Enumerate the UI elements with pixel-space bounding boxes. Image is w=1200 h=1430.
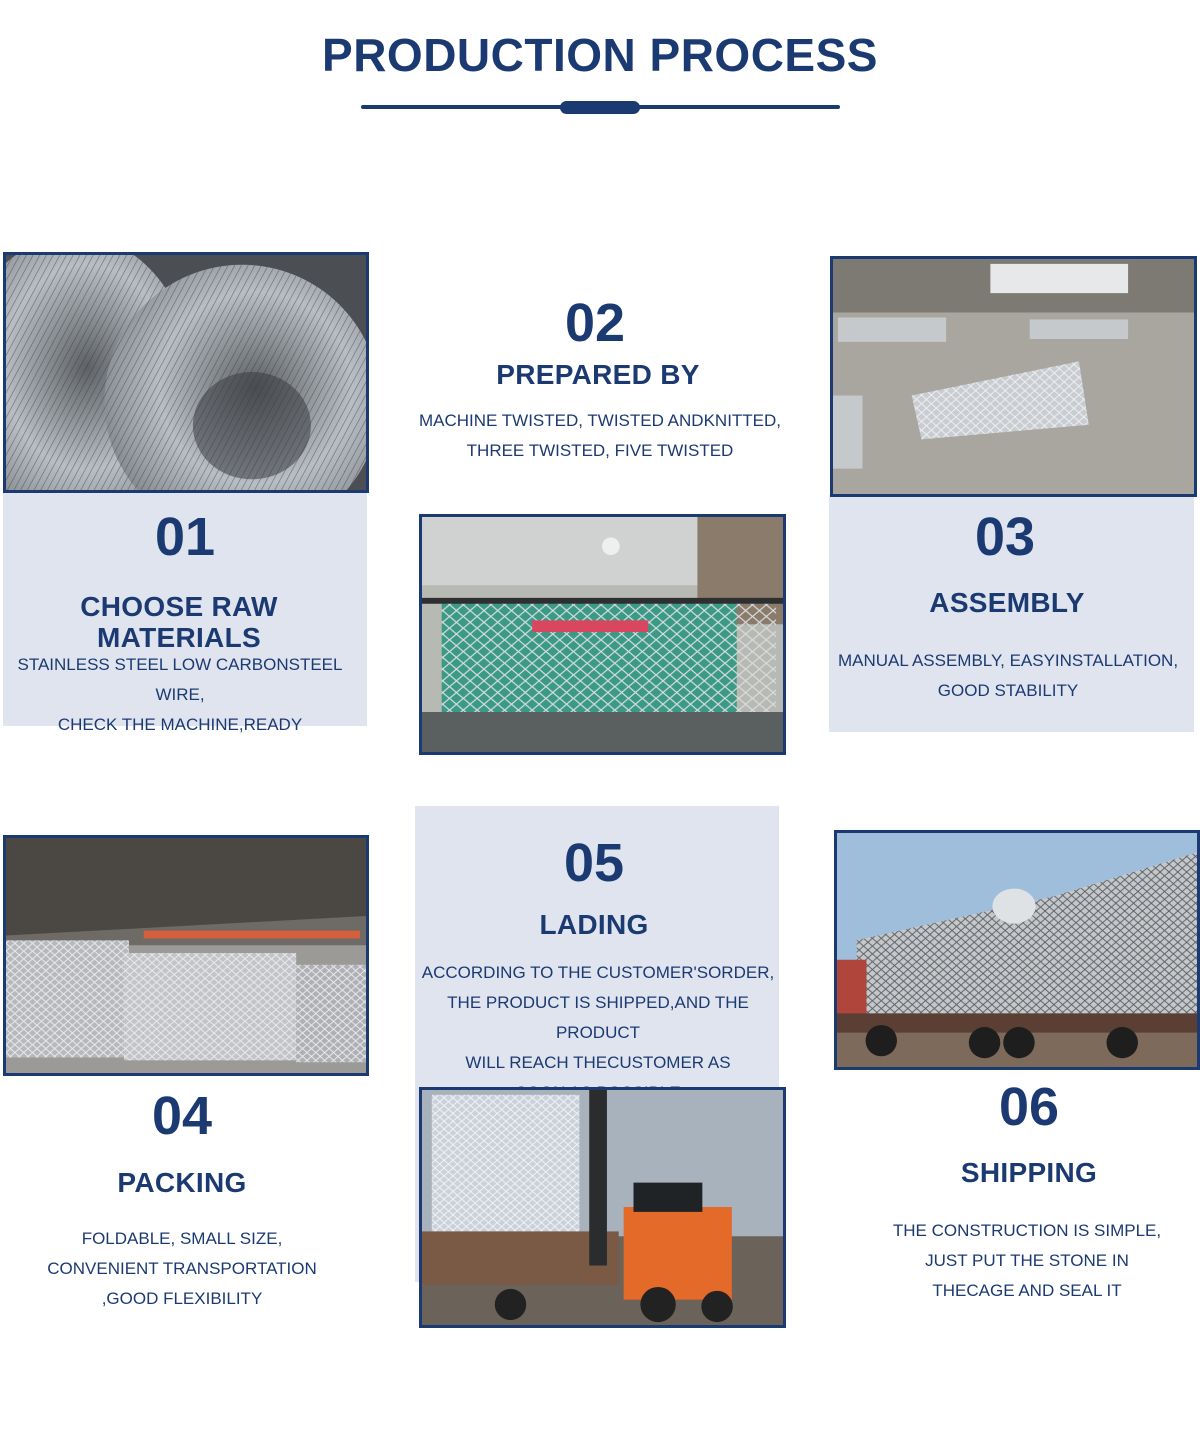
title-divider-pill [560, 101, 640, 114]
step-01-number: 01 [154, 507, 216, 567]
step-05-heading: LADING [539, 909, 649, 940]
warehouse-bales-photo [3, 835, 369, 1076]
step-06-line-3: THECAGE AND SEAL IT [932, 1281, 1122, 1300]
step-02-line-1: MACHINE TWISTED, TWISTED ANDKNITTED, [418, 411, 782, 430]
step-01-line-2: CHECK THE MACHINE,READY [57, 715, 303, 734]
step-04-line-3: ,GOOD FLEXIBILITY [101, 1289, 263, 1308]
step-03-number: 03 [974, 507, 1036, 567]
step-06-description [850, 1216, 1200, 1306]
step-02-description [415, 406, 785, 466]
step-05-number: 05 [563, 833, 625, 893]
warehouse-bales-image [6, 838, 366, 1073]
loaded-truck-photo [834, 830, 1200, 1070]
page-title: PRODUCTION PROCESS [322, 29, 878, 81]
weaving-machine-image [422, 517, 783, 752]
step-03-description [829, 646, 1187, 706]
step-06-heading: SHIPPING [960, 1157, 1098, 1188]
factory-floor-gabion-photo [830, 256, 1197, 497]
step-05-line-1: ACCORDING TO THE CUSTOMER'SORDER, [421, 963, 775, 982]
step-04-line-2: CONVENIENT TRANSPORTATION [47, 1259, 317, 1278]
step-02-heading: PREPARED BY [496, 359, 700, 390]
step-04-description [3, 1224, 361, 1314]
step-04-heading: PACKING [117, 1167, 247, 1198]
step-04-number: 04 [151, 1086, 213, 1146]
step-03-line-2: GOOD STABILITY [937, 681, 1079, 700]
step-05-description [415, 958, 781, 1108]
step-05-line-2: THE PRODUCT IS SHIPPED,AND THE PRODUCT [447, 993, 749, 1042]
step-02-line-2: THREE TWISTED, FIVE TWISTED [466, 441, 734, 460]
step-01-line-1: STAINLESS STEEL LOW CARBONSTEEL WIRE, [17, 655, 343, 704]
forklift-loading-photo [419, 1087, 786, 1328]
factory-floor-image [833, 259, 1194, 494]
loaded-truck-image [837, 833, 1197, 1067]
step-06-number: 06 [998, 1077, 1060, 1137]
step-06-line-2: JUST PUT THE STONE IN [925, 1251, 1129, 1270]
step-06-line-1: THE CONSTRUCTION IS SIMPLE, [892, 1221, 1162, 1240]
step-01-description [3, 650, 357, 740]
step-01-heading: CHOOSE RAW MATERIALS [80, 591, 278, 653]
step-03-line-1: MANUAL ASSEMBLY, EASYINSTALLATION, [837, 651, 1179, 670]
step-03-heading: ASSEMBLY [929, 587, 1085, 618]
step-04-line-1: FOLDABLE, SMALL SIZE, [81, 1229, 283, 1248]
weaving-machine-photo [419, 514, 786, 755]
step-05-line-3: WILL REACH THECUSTOMER AS [465, 1053, 731, 1072]
forklift-loading-image [422, 1090, 783, 1325]
steel-wire-coils-image [6, 255, 366, 490]
step-02-number: 02 [564, 293, 626, 353]
steel-wire-coils-photo [3, 252, 369, 493]
